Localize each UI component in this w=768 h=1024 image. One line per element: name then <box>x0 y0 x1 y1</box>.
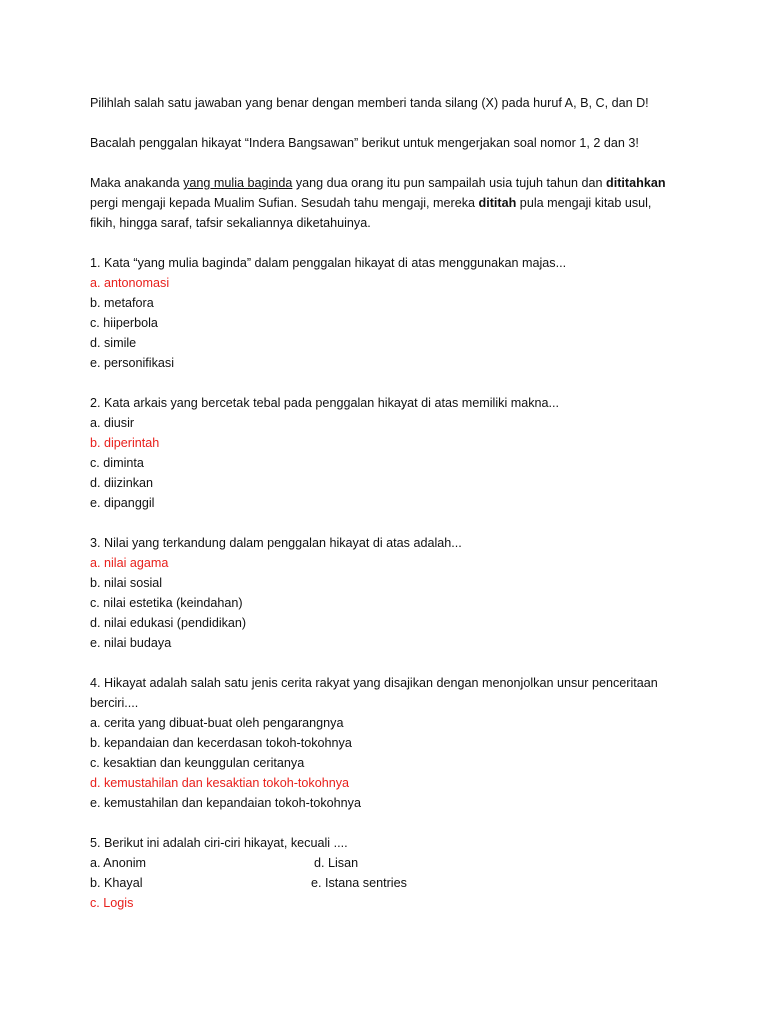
q5-option-c-answer: c. Logis <box>90 896 134 910</box>
q3-option-d: d. nilai edukasi (pendidikan) <box>90 616 247 630</box>
passage-underlined-phrase: yang mulia baginda <box>183 176 293 190</box>
q3-option-e: e. nilai budaya <box>90 636 172 650</box>
q2-option-e: e. dipanggil <box>90 496 155 510</box>
q2-option-c: c. diminta <box>90 456 144 470</box>
q1-option-e: e. personifikasi <box>90 356 174 370</box>
q4-option-b: b. kepandaian dan kecerdasan tokoh-tokohnya <box>90 736 352 750</box>
passage-bold-word: dititah <box>478 196 517 210</box>
q3-option-b: b. nilai sosial <box>90 576 163 590</box>
q4-option-a: a. cerita yang dibuat-buat oleh pengarangnya <box>90 716 344 730</box>
q3-option-a-answer: a. nilai agama <box>90 556 169 570</box>
passage-text: pula mengaji kitab usul, <box>516 196 652 210</box>
q2-option-a: a. diusir <box>90 416 135 430</box>
question-2: 2. Kata arkais yang bercetak tebal pada penggalan hikayat di atas memiliki makna... <box>90 396 560 410</box>
passage-line-3: fikih, hingga saraf, tafsir sekaliannya diketahuinya. <box>90 216 371 230</box>
q5-option-e: e. Istana sentries <box>311 876 407 890</box>
q3-option-c: c. nilai estetika (keindahan) <box>90 596 243 610</box>
question-1: 1. Kata “yang mulia baginda” dalam penggalan hikayat di atas menggunakan majas... <box>90 256 567 270</box>
question-4-line-2: berciri.... <box>90 696 139 710</box>
q5-option-a: a. Anonim <box>90 856 147 870</box>
q4-option-e: e. kemustahilan dan kepandaian tokoh-tokohnya <box>90 796 361 810</box>
q1-option-c: c. hiiperbola <box>90 316 158 330</box>
passage-text: yang dua orang itu pun sampailah usia tujuh tahun dan <box>292 176 607 190</box>
question-3: 3. Nilai yang terkandung dalam penggalan hikayat di atas adalah... <box>90 536 462 550</box>
passage-line-2 <box>90 195 651 211</box>
question-5: 5. Berikut ini adalah ciri-ciri hikayat, kecuali .... <box>90 836 348 850</box>
q5-option-b: b. Khayal <box>90 876 143 890</box>
passage-text: Maka anakanda <box>90 176 184 190</box>
q4-option-c: c. kesaktian dan keunggulan ceritanya <box>90 756 305 770</box>
q1-option-b: b. metafora <box>90 296 154 310</box>
question-4-line-1: 4. Hikayat adalah salah satu jenis cerita rakyat yang disajikan dengan menonjolkan unsur penceritaan <box>90 676 658 690</box>
instruction: Pilihlah salah satu jawaban yang benar dengan memberi tanda silang (X) pada huruf A, B, C, dan D! <box>90 96 649 110</box>
reading-intro: Bacalah penggalan hikayat “Indera Bangsawan” berikut untuk mengerjakan soal nomor 1, 2 dan 3! <box>90 136 639 150</box>
passage-bold-word: dititahkan <box>606 176 666 190</box>
passage-line-1 <box>90 175 666 191</box>
q1-option-d: d. simile <box>90 336 137 350</box>
q5-option-d: d. Lisan <box>314 856 359 870</box>
q2-option-d: d. diizinkan <box>90 476 154 490</box>
q1-option-a-answer: a. antonomasi <box>90 276 170 290</box>
q4-option-d-answer: d. kemustahilan dan kesaktian tokoh-tokohnya <box>90 776 350 790</box>
q2-option-b-answer: b. diperintah <box>90 436 160 450</box>
passage-text: pergi mengaji kepada Mualim Sufian. Sesudah tahu mengaji, mereka <box>90 196 479 210</box>
